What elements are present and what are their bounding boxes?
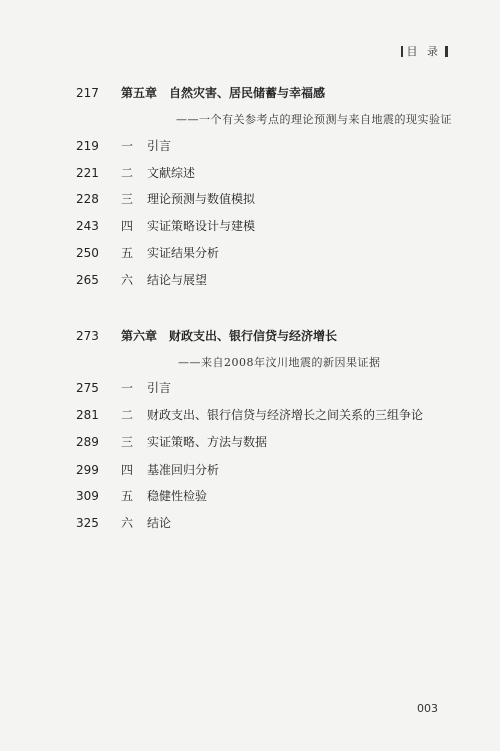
toc-entry[interactable] (0, 379, 500, 397)
toc-entry[interactable] (0, 433, 500, 451)
entry-page-number: 325 (76, 516, 99, 530)
entry-page-number: 219 (76, 139, 99, 153)
chapter-title: 第六章 财政支出、银行信贷与经济增长 (121, 329, 338, 343)
section-title: 实证策略设计与建模 (147, 219, 256, 233)
entry-page-number: 250 (76, 246, 99, 260)
chapter-title: 第五章 自然灾害、居民储蓄与幸福感 (121, 86, 326, 100)
section-title: 稳健性检验 (147, 489, 208, 503)
section-title: 财政支出、银行信贷与经济增长之间关系的三组争论 (147, 408, 424, 422)
section-title: 结论 (147, 516, 172, 530)
section-number: 三 (121, 192, 134, 206)
toc-entry[interactable] (0, 137, 500, 155)
toc-entry[interactable] (0, 164, 500, 182)
entry-page-number: 228 (76, 192, 99, 206)
toc-entry[interactable] (0, 217, 500, 235)
section-number: 六 (121, 516, 134, 530)
chapter-6-subtitle: ——来自2008年汶川地震的新因果证据 (178, 356, 381, 369)
section-number: 三 (121, 435, 134, 449)
chapter-5-entry[interactable] (0, 84, 500, 102)
section-title: 文献综述 (147, 166, 196, 180)
chapter-page-number: 217 (76, 86, 99, 100)
toc-entry[interactable] (0, 244, 500, 262)
header-bar-right (445, 46, 448, 57)
section-number: 二 (121, 408, 134, 422)
entry-page-number: 299 (76, 463, 99, 477)
section-title: 理论预测与数值模拟 (147, 192, 256, 206)
toc-entry[interactable] (0, 271, 500, 289)
toc-entry[interactable] (0, 487, 500, 505)
chapter-page-number: 273 (76, 329, 99, 343)
section-title: 实证结果分析 (147, 246, 220, 260)
chapter-5-subtitle: ——一个有关参考点的理论预测与来自地震的现实验证 (176, 113, 452, 126)
entry-page-number: 309 (76, 489, 99, 503)
running-header (401, 43, 449, 59)
section-number: 一 (121, 139, 134, 153)
page-number: 003 (417, 702, 438, 715)
section-number: 五 (121, 489, 134, 503)
section-number: 六 (121, 273, 134, 287)
section-number: 四 (121, 219, 134, 233)
entry-page-number: 265 (76, 273, 99, 287)
chapter-6-entry[interactable] (0, 327, 500, 345)
entry-page-number: 289 (76, 435, 99, 449)
toc-entry[interactable] (0, 406, 500, 424)
header-bar-left (401, 46, 403, 57)
entry-page-number: 275 (76, 381, 99, 395)
section-title: 引言 (147, 381, 172, 395)
entry-page-number: 221 (76, 166, 99, 180)
header-title: 目 录 (406, 45, 441, 58)
section-title: 实证策略、方法与数据 (147, 435, 268, 449)
entry-page-number: 243 (76, 219, 99, 233)
toc-entry[interactable] (0, 514, 500, 532)
section-number: 五 (121, 246, 134, 260)
section-title: 基准回归分析 (147, 463, 220, 477)
section-number: 一 (121, 381, 134, 395)
toc-entry[interactable] (0, 461, 500, 479)
section-number: 四 (121, 463, 134, 477)
section-title: 结论与展望 (147, 273, 208, 287)
section-title: 引言 (147, 139, 172, 153)
entry-page-number: 281 (76, 408, 99, 422)
toc-entry[interactable] (0, 190, 500, 208)
section-number: 二 (121, 166, 134, 180)
